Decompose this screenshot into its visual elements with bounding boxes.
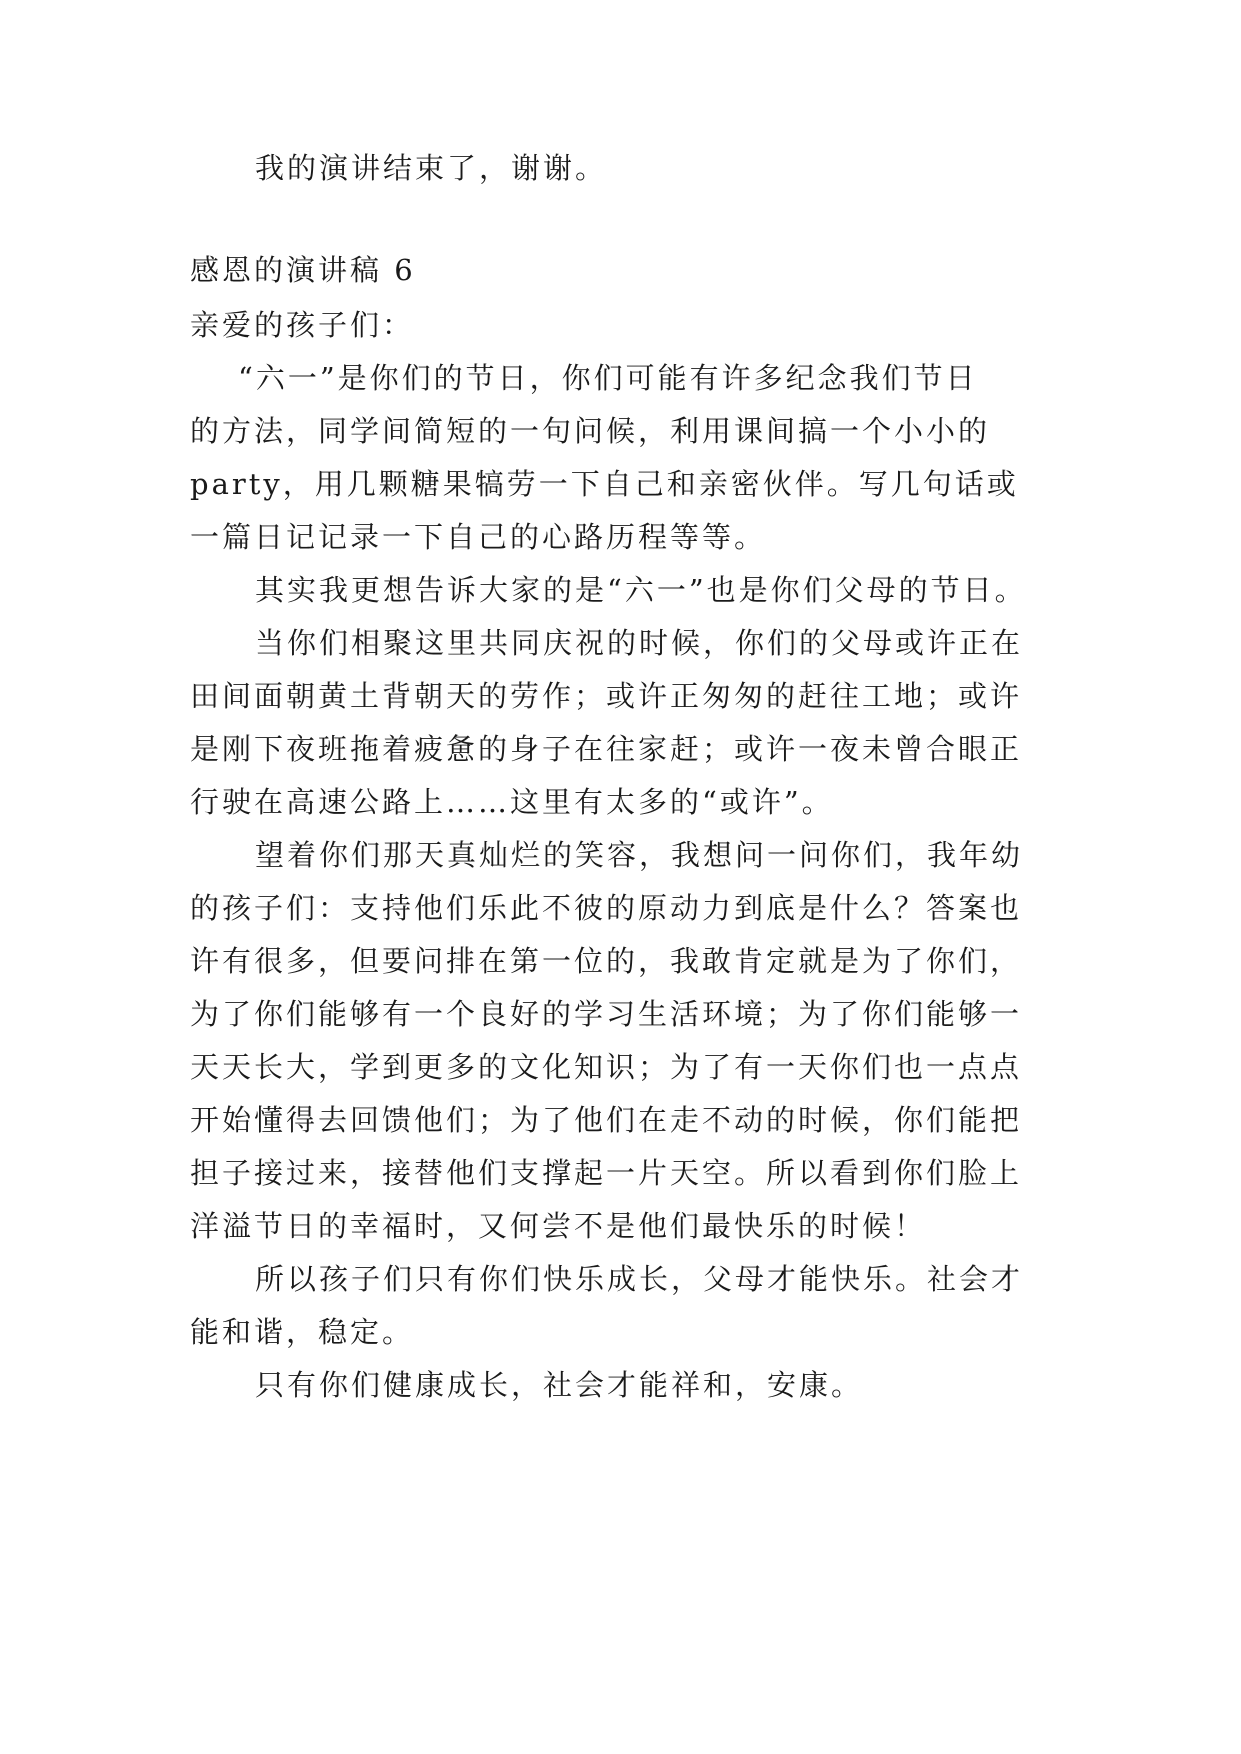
paragraph-line: 能和谐，稳定。 (190, 1315, 415, 1349)
paragraph-line: 望着你们那天真灿烂的笑容，我想问一问你们，我年幼 (255, 838, 1024, 872)
paragraph-line: 当你们相聚这里共同庆祝的时候，你们的父母或许正在 (255, 626, 1024, 660)
paragraph-line: 其实我更想告诉大家的是“六一”也是你们父母的节日。 (255, 573, 1027, 607)
section-title: 感恩的演讲稿 6 (190, 253, 416, 287)
paragraph-line: 为了你们能够有一个良好的学习生活环境；为了你们能够一 (190, 997, 1023, 1031)
paragraph-line: 洋溢节日的幸福时，又何尝不是他们最快乐的时候！ (190, 1209, 927, 1243)
paragraph-line: 的孩子们：支持他们乐此不彼的原动力到底是什么？答案也 (190, 891, 1023, 925)
paragraph-line: 只有你们健康成长，社会才能祥和，安康。 (255, 1368, 864, 1402)
paragraph-line: 天天长大，学到更多的文化知识；为了有一天你们也一点点 (190, 1050, 1023, 1084)
paragraph-line: 行驶在高速公路上……这里有太多的“或许”。 (190, 785, 834, 819)
closing-line: 我的演讲结束了，谢谢。 (255, 151, 608, 185)
paragraph-line: “六一”是你们的节日，你们可能有许多纪念我们节日 (238, 361, 978, 395)
paragraph-line: 许有很多，但要问排在第一位的，我敢肯定就是为了你们， (190, 944, 1023, 978)
paragraph-line: 是刚下夜班拖着疲惫的身子在往家赶；或许一夜未曾合眼正 (190, 732, 1023, 766)
salutation: 亲爱的孩子们： (190, 308, 415, 342)
paragraph-line: 所以孩子们只有你们快乐成长，父母才能快乐。社会才 (255, 1262, 1024, 1296)
paragraph-line: 一篇日记记录一下自己的心路历程等等。 (190, 520, 767, 554)
paragraph-line: 担子接过来，接替他们支撑起一片天空。所以看到你们脸上 (190, 1156, 1023, 1190)
paragraph-line: party，用几颗糖果犒劳一下自己和亲密伙伴。写几句话或 (190, 467, 1019, 501)
paragraph-line: 开始懂得去回馈他们；为了他们在走不动的时候，你们能把 (190, 1103, 1023, 1137)
paragraph-line: 田间面朝黄土背朝天的劳作；或许正匆匆的赶往工地；或许 (190, 679, 1023, 713)
paragraph-line: 的方法，同学间简短的一句问候，利用课间搞一个小小的 (190, 414, 991, 448)
